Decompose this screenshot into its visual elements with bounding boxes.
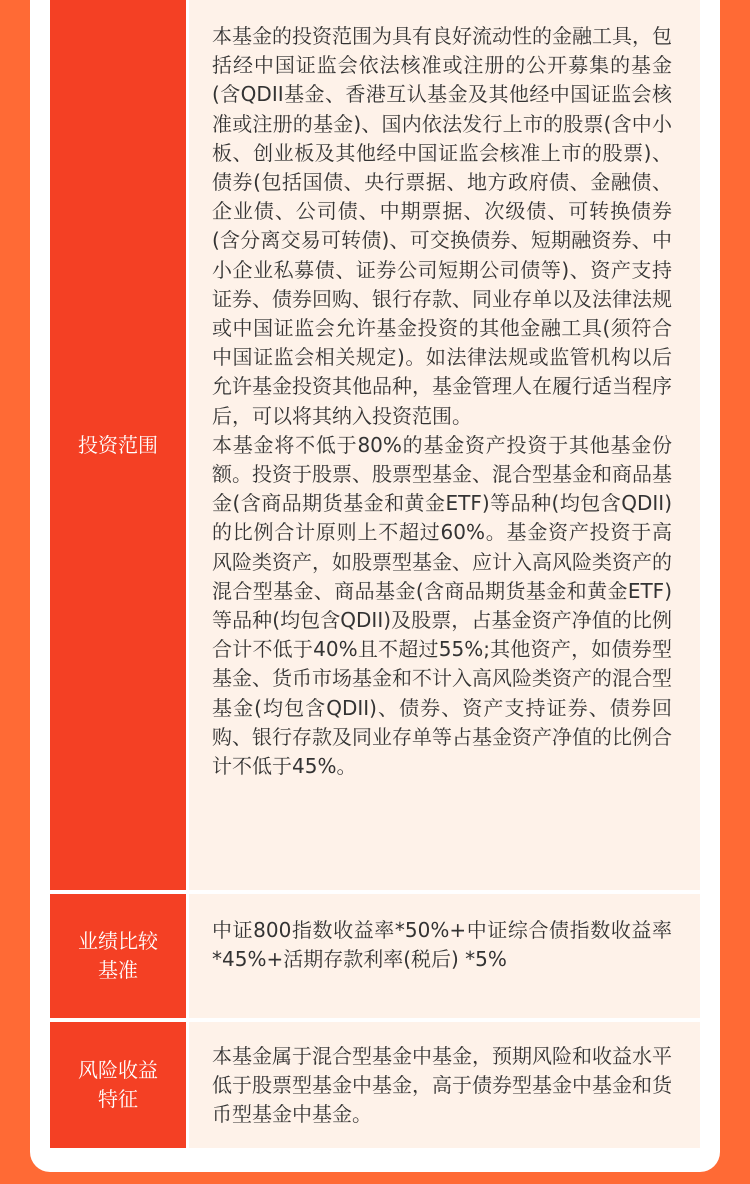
row-label [50,0,186,890]
row-content [189,0,700,890]
row-content [189,1022,700,1148]
row-content [189,894,700,1018]
row-label-line: 风险收益 [78,1058,158,1082]
row-label [50,894,186,1018]
fund-info-card [30,0,720,1172]
paragraph: 中证800指数收益率*50%+中证综合债指数收益率*45%+活期存款利率(税后) *5% [212,918,672,972]
paragraph: 本基金将不低于80%的基金资产投资于其他基金份额。投资于股票、股票型基金、混合型基金和商品基金(含商品期货基金和黄金ETF)等品种(均包含QDII)的比例合计原则上不超过60%。基金资产投资于高风险类资产，如股票型基金、应计入高风险类资产的混合型基金、商品基金(含商品期货基金和黄金ETF)等品种(均包含QDII)及股票，占基金资产净值的比例合计不低于40%且不超过55%;其他资产，如债券型基金、货币市场基金和不计入高风险类资产的混合型基金(均包含QDII)、债券、资产支持证券、债券回购、银行存款及同业存单等占基金资产净值的比例合计不低于45%。 [212,432,672,779]
table-row-risk-return [50,1022,700,1148]
paragraph: 本基金属于混合型基金中基金，预期风险和收益水平低于股票型基金中基金，高于债券型基金中基金和货币型基金中基金。 [212,1044,672,1127]
row-label-line: 投资范围 [78,432,158,457]
table-row-benchmark [50,894,700,1018]
row-label-line: 特征 [98,1087,138,1111]
row-label-line: 基准 [98,958,138,982]
fund-info-table [50,0,700,1148]
row-label-line: 业绩比较 [78,929,158,953]
paragraph: 本基金的投资范围为具有良好流动性的金融工具，包括经中国证监会依法核准或注册的公开募集的基金(含QDII基金、香港互认基金及其他经中国证监会核准或注册的基金)、国内依法发行上市的股票(含中小板、创业板及其他经中国证监会核准上市的股票)、债券(包括国债、央行票据、地方政府债、金融债、企业债、公司债、中期票据、次级债、可转换债券(含分离交易可转债)、可交换债券、短期融资券、中小企业私募债、证券公司短期公司债等)、资产支持证券、债券回购、银行存款、同业存单以及法律法规或中国证监会允许基金投资的其他金融工具(须符合中国证监会相关规定)。如法律法规或监管机构以后允许基金投资其他品种，基金管理人在履行适当程序后，可以将其纳入投资范围。 [212,24,672,428]
row-label [50,1022,186,1148]
table-row-investment-scope [50,0,700,890]
